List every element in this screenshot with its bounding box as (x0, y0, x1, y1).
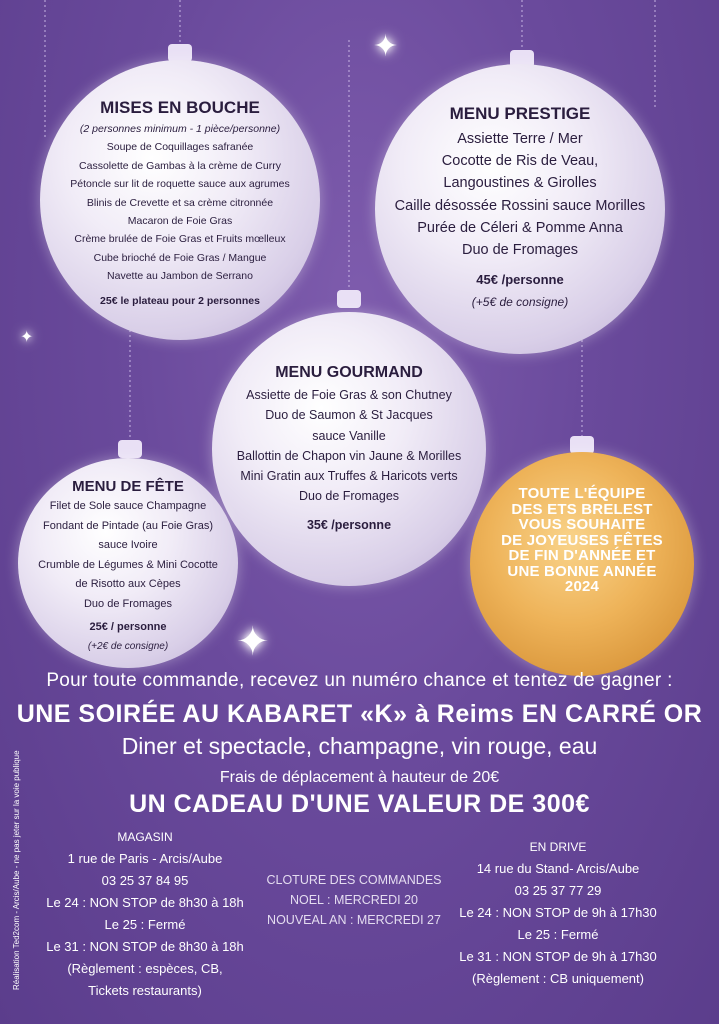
menu-item: Crème brulée de Foie Gras et Fruits mœlleux (74, 233, 286, 246)
cloture-title: CLOTURE DES COMMANDES (266, 873, 442, 887)
menu-item: Crumble de Légumes & Mini Cocotte (38, 558, 218, 571)
magasin-title: MAGASIN (117, 830, 173, 844)
menu-prestige-title: MENU PRESTIGE (449, 104, 591, 123)
drive-hours-25: Le 25 : Fermé (517, 927, 599, 942)
menu-item: Blinis de Crevette et sa crème citronnée (86, 196, 274, 209)
sparkle-icon: ✦ (373, 30, 399, 63)
menu-item: Assiette de Foie Gras & son Chutney (246, 388, 452, 402)
menu-item: Fondant de Pintade (au Foie Gras) (43, 519, 213, 532)
menu-prestige-price: 45€ /personne (476, 272, 564, 288)
magasin-hours-24: Le 24 : NON STOP de 8h30 à 18h (46, 895, 244, 910)
magasin-payment: Tickets restaurants) (88, 983, 202, 998)
menu-item: Cube brioché de Foie Gras / Mangue (93, 251, 267, 264)
menu-prestige-consigne: (+5€ de consigne) (471, 295, 569, 310)
voeux-year: 2024 (564, 578, 600, 595)
promo-kabaret: UNE SOIRÉE AU KABARET «K» à Reims EN CARRÉ OR (16, 700, 703, 728)
voeux-line: TOUTE L'ÉQUIPE (518, 485, 646, 502)
menu-gourmand-ornament (212, 312, 486, 586)
menu-item: Macaron de Foie Gras (127, 215, 233, 228)
menu-gourmand-price: 35€ /personne (306, 517, 392, 532)
cloture-noel: NOEL : MERCREDI 20 (289, 893, 419, 907)
menu-item: Langoustines & Girolles (443, 175, 597, 192)
menu-item: Filet de Sole sauce Champagne (49, 500, 207, 512)
menu-item: Cocotte de Ris de Veau, (441, 153, 599, 170)
voeux-line: VOUS SOUHAITE (518, 516, 646, 533)
menu-fete-title: MENU DE FÊTE (72, 478, 184, 495)
menu-item: Mini Gratin aux Truffes & Haricots verts (240, 469, 458, 484)
promo-cadeau: UN CADEAU D'UNE VALEUR DE 300€ (129, 790, 590, 818)
menu-item: Duo de Fromages (461, 242, 579, 259)
menu-item: de Risotto aux Cèpes (75, 578, 181, 591)
menu-item: sauce Vanille (312, 428, 386, 443)
menu-item: Navette au Jambon de Serrano (107, 270, 253, 283)
sparkle-icon: ✦ (236, 620, 270, 664)
mises-en-bouche-title: MISES EN BOUCHE (100, 98, 260, 117)
credit-text: Réalisation Ted2com - Arcis/Aube - ne pas jeter sur la voie publique (12, 750, 21, 990)
cloture-info (258, 870, 450, 930)
voeux-line: DES ETS BRELEST (511, 500, 653, 518)
menu-fete-consigne: (+2€ de consigne) (87, 641, 169, 653)
menu-item: Pétoncle sur lit de roquette sauce aux agrumes (70, 178, 290, 191)
mises-en-bouche-ornament (40, 60, 320, 340)
menu-item: Purée de Céleri & Pomme Anna (417, 219, 623, 236)
menu-item: Duo de Saumon & St Jacques (265, 408, 433, 423)
menu-fete-price: 25€ / personne (89, 620, 167, 633)
drive-payment: (Règlement : CB uniquement) (472, 971, 644, 986)
voeux-line: DE FIN D'ANNÉE ET (508, 547, 656, 564)
menu-item: Assiette Terre / Mer (457, 131, 583, 147)
sparkle-icon: ✦ (20, 329, 34, 346)
promo-diner: Diner et spectacle, champagne, vin rouge, eau (121, 733, 598, 759)
drive-phone: 03 25 37 77 29 (514, 883, 602, 898)
magasin-phone: 03 25 37 84 95 (101, 873, 189, 888)
menu-item: Soupe de Coquillages safranée (106, 141, 254, 154)
drive-hours-24: Le 24 : NON STOP de 9h à 17h30 (459, 905, 657, 920)
magasin-address: 1 rue de Paris - Arcis/Aube (67, 851, 223, 866)
menu-item: Duo de Fromages (83, 597, 173, 610)
menu-item: Duo de Fromages (298, 489, 400, 504)
voeux-ornament (470, 452, 694, 676)
cloture-nouvel-an: NOUVEAL AN : MERCREDI 27 (267, 913, 441, 927)
magasin-payment: (Règlement : espèces, CB, (67, 961, 223, 976)
menu-item: Cassolette de Gambas à la crème de Curry (79, 159, 281, 172)
mises-en-bouche-note: (2 personnes minimum - 1 pièce/personne) (79, 123, 281, 135)
drive-info (448, 836, 668, 990)
menu-item: sauce Ivoire (98, 539, 158, 552)
magasin-hours-31: Le 31 : NON STOP de 8h30 à 18h (46, 939, 244, 954)
voeux-line: UNE BONNE ANNÉE (507, 562, 657, 580)
magasin-info (30, 826, 260, 1002)
voeux-line: DE JOYEUSES FÊTES (501, 531, 663, 549)
menu-fete-ornament (18, 458, 238, 668)
menu-gourmand-title: MENU GOURMAND (275, 364, 423, 381)
magasin-hours-25: Le 25 : Fermé (104, 917, 186, 932)
drive-title: EN DRIVE (529, 840, 587, 854)
promo-frais: Frais de déplacement à hauteur de 20€ (219, 769, 500, 786)
drive-hours-31: Le 31 : NON STOP de 9h à 17h30 (459, 949, 657, 964)
menu-prestige-ornament (375, 64, 665, 354)
mises-en-bouche-price: 25€ le plateau pour 2 personnes (100, 294, 260, 307)
drive-address: 14 rue du Stand- Arcis/Aube (476, 861, 640, 876)
menu-item: Caille désossée Rossini sauce Morilles (394, 197, 646, 214)
menu-item: Ballottin de Chapon vin Jaune & Morilles (236, 448, 462, 463)
promo-intro: Pour toute commande, recevez un numéro chance et tentez de gagner : (46, 670, 673, 691)
